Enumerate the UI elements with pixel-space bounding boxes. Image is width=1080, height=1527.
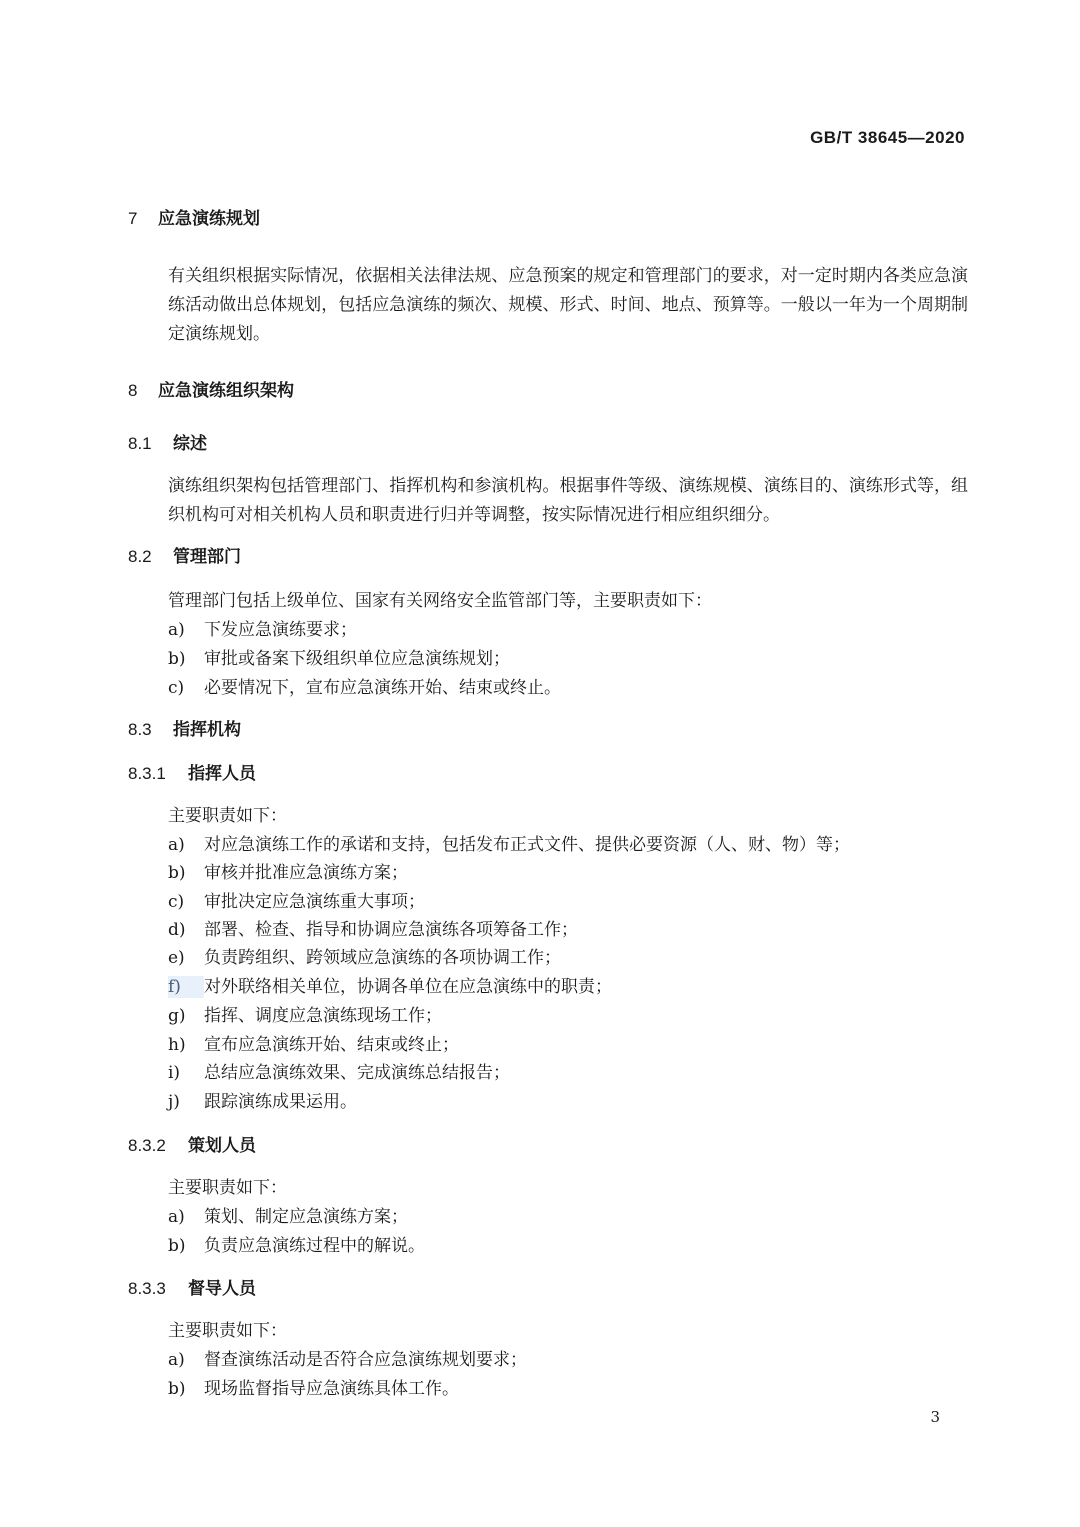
heading-8-2-number: 8.2 [128, 547, 152, 566]
list-item: g) 指挥、调度应急演练现场工作； [168, 1006, 442, 1026]
section-8-3-3-intro: 主要职责如下： [168, 1321, 287, 1341]
standard-code: GB/T 38645—2020 [810, 128, 965, 147]
section-7-paragraph: 有关组织根据实际情况，依据相关法律法规、应急预案的规定和管理部门的要求，对一定时期内各类应急演练活动做出总体规划，包括应急演练的频次、规模、形式、时间、地点、预算等。一般以一年为一个周期制定演练规划。 [168, 266, 968, 344]
section-8-3-2-intro: 主要职责如下： [168, 1178, 287, 1198]
list-item: b) 现场监督指导应急演练具体工作。 [168, 1379, 459, 1399]
list-item: j) 跟踪演练成果运用。 [168, 1092, 357, 1112]
heading-7-number: 7 [128, 209, 138, 228]
list-item: a) 督查演练活动是否符合应急演练规划要求； [168, 1350, 527, 1370]
list-item: b) 负责应急演练过程中的解说。 [168, 1236, 425, 1256]
heading-8-3-number: 8.3 [128, 720, 152, 739]
list-item: e) 负责跨组织、跨领域应急演练的各项协调工作； [168, 948, 561, 968]
heading-8-3-1-number: 8.3.1 [128, 764, 166, 783]
list-item: a) 策划、制定应急演练方案； [168, 1207, 408, 1227]
list-item: b) 审批或备案下级组织单位应急演练规划； [168, 649, 510, 669]
heading-8 [128, 380, 294, 402]
list-item: h) 宣布应急演练开始、结束或终止； [168, 1035, 459, 1055]
list-item: b) 审核并批准应急演练方案； [168, 863, 408, 883]
heading-8-title: 应急演练组织架构 [158, 381, 294, 401]
list-item: d) 部署、检查、指导和协调应急演练各项筹备工作； [168, 920, 578, 940]
heading-8-1-title: 综述 [173, 434, 207, 454]
section-8-2-intro: 管理部门包括上级单位、国家有关网络安全监管部门等，主要职责如下： [168, 591, 712, 611]
heading-8-3-title: 指挥机构 [173, 720, 241, 740]
section-8-3-1-intro: 主要职责如下： [168, 806, 287, 826]
list-marker-highlighted: f) [168, 976, 204, 998]
heading-8-2 [128, 546, 241, 568]
heading-8-number: 8 [128, 381, 138, 400]
list-item: a) 下发应急演练要求； [168, 620, 357, 640]
heading-8-2-title: 管理部门 [173, 547, 241, 567]
heading-8-3-1 [128, 763, 256, 785]
page-number: 3 [930, 1408, 940, 1426]
heading-7-title: 应急演练规划 [158, 209, 260, 229]
list-item: i) 总结应急演练效果、完成演练总结报告； [168, 1063, 510, 1083]
heading-8-3-3 [128, 1278, 256, 1300]
heading-8-3-2 [128, 1135, 256, 1157]
list-item: a) 对应急演练工作的承诺和支持，包括发布正式文件、提供必要资源（人、财、物）等； [168, 835, 850, 855]
heading-8-3 [128, 719, 241, 741]
list-item: f) 对外联络相关单位，协调各单位在应急演练中的职责； [168, 977, 612, 997]
heading-8-1 [128, 433, 207, 455]
heading-8-3-1-title: 指挥人员 [188, 764, 256, 784]
heading-8-3-2-title: 策划人员 [188, 1136, 256, 1156]
heading-8-3-3-title: 督导人员 [188, 1279, 256, 1299]
heading-8-3-2-number: 8.3.2 [128, 1136, 166, 1155]
section-8-1-paragraph: 演练组织架构包括管理部门、指挥机构和参演机构。根据事件等级、演练规模、演练目的、演练形式等，组织机构可对相关机构人员和职责进行归并等调整，按实际情况进行相应组织细分。 [168, 476, 968, 525]
list-item: c) 必要情况下，宣布应急演练开始、结束或终止。 [168, 678, 561, 698]
heading-8-1-number: 8.1 [128, 434, 152, 453]
list-item: c) 审批决定应急演练重大事项； [168, 892, 425, 912]
heading-8-3-3-number: 8.3.3 [128, 1279, 166, 1298]
heading-7 [128, 208, 260, 230]
